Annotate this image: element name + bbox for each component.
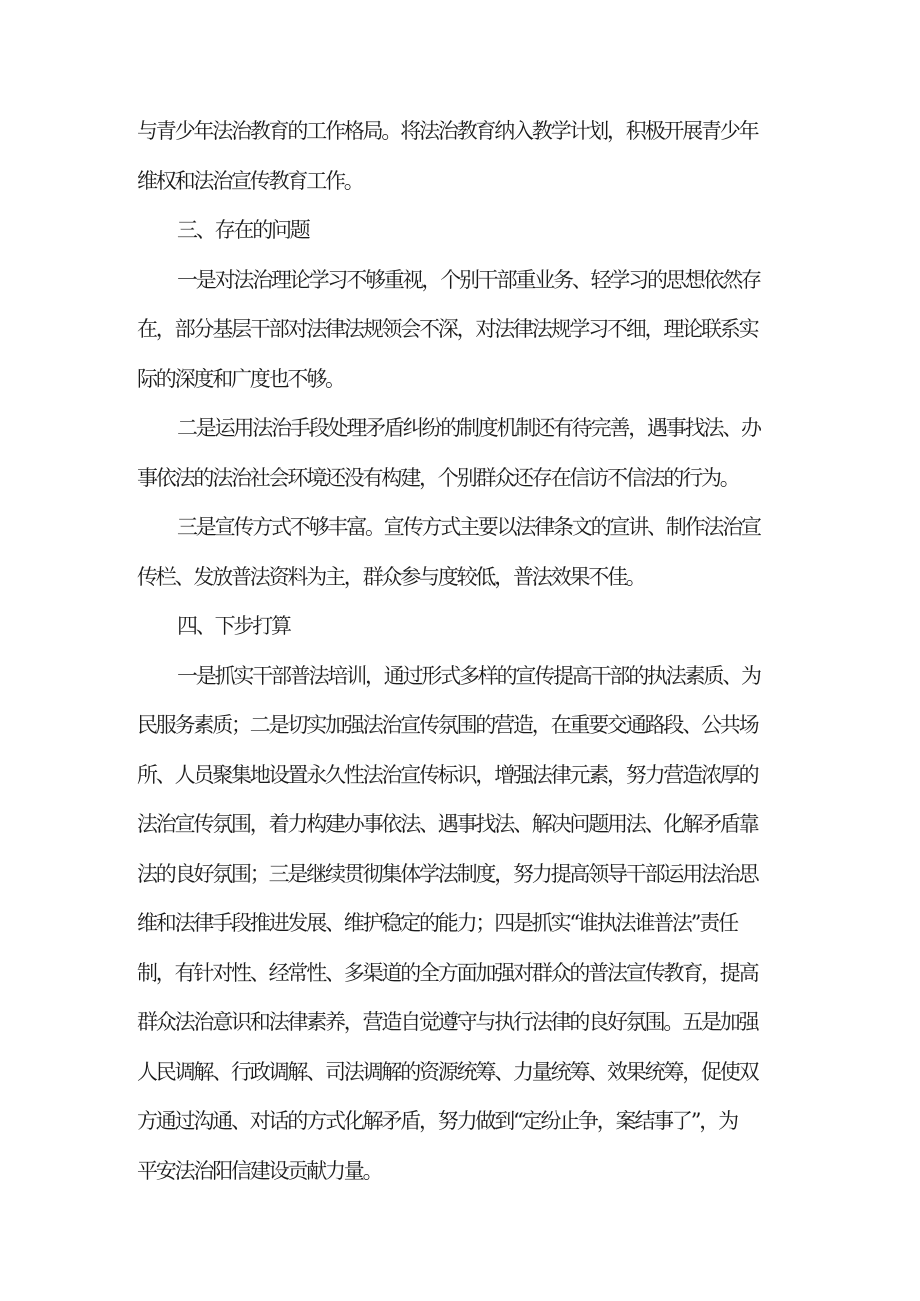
text-line: 传栏、发放普法资料为主，群众参与度较低，普法效果不佳。 (137, 565, 645, 589)
text-line: 所、人员聚集地设置永久性法治宣传标识，增强法律元素，努力营造浓厚的 (137, 763, 758, 787)
text-line: 在，部分基层干部对法律法规领会不深，对法律法规学习不细，理论联系实 (137, 317, 758, 341)
text-line: 一是抓实干部普法培训，通过形式多样的宣传提高干部的执法素质、为 (177, 664, 760, 688)
text-line: 维权和法治宣传教育工作。 (137, 169, 363, 193)
text-line: 与青少年法治教育的工作格局。将法治教育纳入教学计划，积极开展青少年 (137, 119, 758, 143)
text-line: 群众法治意识和法律素养，营造自觉遵守与执行法律的良好氛围。五是加强 (137, 1010, 758, 1034)
text-line: 法的良好氛围；三是继续贯彻集体学法制度，努力提高领导干部运用法治思 (137, 862, 758, 886)
section-heading-problems: 三、存在的问题 (177, 218, 309, 242)
text-line: 民服务素质；二是切实加强法治宣传氛围的营造，在重要交通路段、公共场 (137, 713, 758, 737)
text-line: 制，有针对性、经常性、多渠道的全方面加强对群众的普法宣传教育，提高 (137, 961, 758, 985)
text-line: 事依法的法治社会环境还没有构建，个别群众还存在信访不信法的行为。 (137, 466, 739, 490)
text-line: 一是对法治理论学习不够重视，个别干部重业务、轻学习的思想依然存 (177, 268, 760, 292)
text-line: 人民调解、行政调解、司法调解的资源统筹、力量统筹、效果统筹，促使双 (137, 1060, 758, 1084)
text-line: 法治宣传氛围，着力构建办事依法、遇事找法、解决问题用法、化解矛盾靠 (137, 812, 758, 836)
text-line: 二是运用法治手段处理矛盾纠纷的制度机制还有待完善，遇事找法、办 (177, 416, 760, 440)
text-line: 方通过沟通、对话的方式化解矛盾，努力做到“定纷止争，案结事了”，为 (137, 1109, 737, 1133)
text-line: 际的深度和广度也不够。 (137, 367, 344, 391)
text-line: 平安法治阳信建设贡献力量。 (137, 1159, 382, 1183)
text-line: 维和法律手段推进发展、维护稳定的能力；四是抓实“谁执法谁普法”责任 (137, 911, 737, 935)
text-line: 三是宣传方式不够丰富。宣传方式主要以法律条文的宣讲、制作法治宣 (177, 515, 760, 539)
section-heading-plans: 四、下步打算 (177, 614, 290, 638)
